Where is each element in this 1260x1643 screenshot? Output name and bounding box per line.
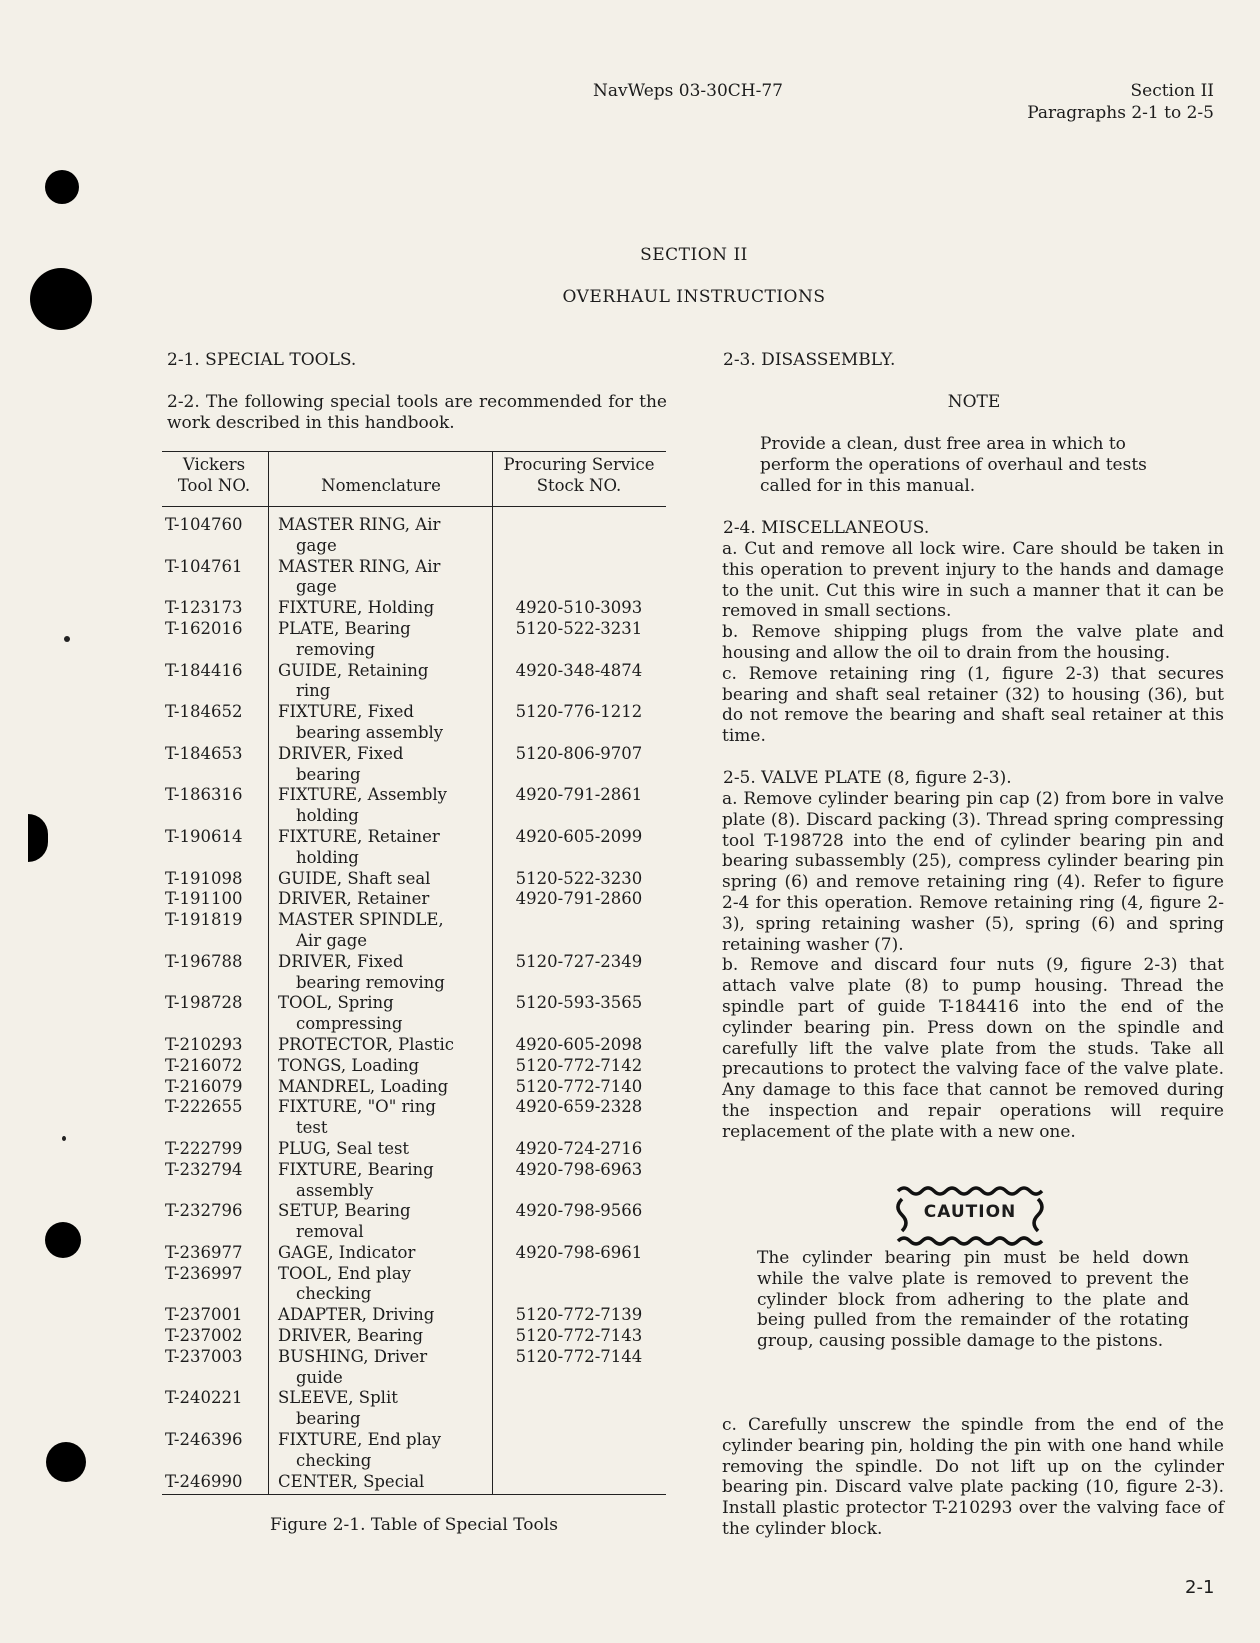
tool-nomenclature bbox=[270, 557, 492, 599]
nomenclature-continuation: assembly bbox=[296, 1180, 374, 1200]
heading-disassembly: 2-3. DISASSEMBLY. bbox=[723, 350, 896, 370]
tool-nomenclature bbox=[270, 1347, 492, 1389]
stock-number: 4920-348-4874 bbox=[515, 660, 643, 680]
tool-nomenclature bbox=[270, 869, 492, 890]
stock-number: 5120-772-7144 bbox=[515, 1346, 643, 1366]
tool-number: T-123173 bbox=[165, 598, 243, 618]
tool-nomenclature bbox=[270, 1097, 492, 1139]
nomenclature-line: GAGE, Indicator bbox=[278, 1242, 416, 1262]
stock-number: 5120-727-2349 bbox=[515, 951, 643, 971]
binder-hole-upper bbox=[30, 268, 92, 330]
tool-number: T-184653 bbox=[165, 743, 243, 763]
tool-nomenclature bbox=[270, 993, 492, 1035]
tool-nomenclature bbox=[270, 785, 492, 827]
nomenclature-line: GUIDE, Retaining bbox=[278, 660, 429, 680]
table-row bbox=[162, 1305, 666, 1326]
nomenclature-continuation: Air gage bbox=[296, 930, 368, 950]
tool-number: T-236977 bbox=[165, 1242, 243, 1262]
stock-number bbox=[492, 1264, 666, 1306]
nomenclature-line: FIXTURE, Assembly bbox=[278, 785, 448, 805]
table-row bbox=[162, 1243, 666, 1264]
table-row bbox=[162, 785, 666, 827]
tool-number: T-232794 bbox=[165, 1159, 243, 1179]
tool-number: T-162016 bbox=[165, 618, 243, 638]
table-bottom-rule bbox=[162, 1494, 666, 1495]
stock-number: 5120-806-9707 bbox=[515, 743, 643, 763]
tool-nomenclature bbox=[270, 1243, 492, 1264]
stock-number bbox=[492, 515, 666, 557]
tool-nomenclature bbox=[270, 619, 492, 661]
nomenclature-continuation: compressing bbox=[296, 1014, 403, 1034]
stock-number bbox=[492, 1472, 666, 1493]
table-row bbox=[162, 910, 666, 952]
stock-number: 5120-772-7140 bbox=[515, 1076, 643, 1096]
stock-number: 4920-798-6963 bbox=[515, 1159, 643, 1179]
stock-number: 4920-791-2860 bbox=[515, 889, 643, 909]
tool-number: T-237003 bbox=[165, 1346, 243, 1366]
nomenclature-line: DRIVER, Fixed bbox=[278, 743, 404, 763]
stock-number: 4920-791-2861 bbox=[515, 785, 643, 805]
table-row bbox=[162, 744, 666, 786]
caution-box bbox=[890, 1185, 1050, 1247]
tool-nomenclature bbox=[270, 744, 492, 786]
nomenclature-line: CENTER, Special bbox=[278, 1471, 425, 1491]
table-row bbox=[162, 1388, 666, 1430]
tool-nomenclature bbox=[270, 910, 492, 952]
table-row bbox=[162, 1201, 666, 1243]
table-row bbox=[162, 557, 666, 599]
margin-speck bbox=[64, 636, 70, 642]
stock-number bbox=[492, 1388, 666, 1430]
nomenclature-continuation: holding bbox=[296, 806, 359, 826]
stock-number bbox=[492, 910, 666, 952]
special-tools-table bbox=[162, 451, 666, 1501]
table-row bbox=[162, 1097, 666, 1139]
nomenclature-line: FIXTURE, Fixed bbox=[278, 702, 414, 722]
margin-speck bbox=[62, 1136, 66, 1141]
note-text: Provide a clean, dust free area in which to perform the operations of overhaul and tests called for in this manual. bbox=[760, 434, 1147, 496]
nomenclature-line: TOOL, End play bbox=[278, 1263, 411, 1283]
section-subtitle: OVERHAUL INSTRUCTIONS bbox=[562, 287, 826, 307]
heading-miscellaneous: 2-4. MISCELLANEOUS. bbox=[723, 518, 930, 538]
tool-number: T-190614 bbox=[165, 826, 243, 846]
para-2-5-a: a. Remove cylinder bearing pin cap (2) from bore in valve plate (8). Discard packing (3). Thread spring compressing tool T-198728 into the end of cylinder bearing pin and bearing subassembly (25), compress cylinder bearing pin spring (6) and remove retaining ring (4). Refer to figure 2-4 for this operation. Remove retaining ring (4, figure 2-3), spring retaining washer (5), spring (6) and spring retaining washer (7). bbox=[722, 789, 1224, 955]
tool-nomenclature bbox=[270, 1305, 492, 1326]
nomenclature-continuation: test bbox=[296, 1118, 328, 1138]
tool-nomenclature bbox=[270, 889, 492, 910]
para-2-5-c: c. Carefully unscrew the spindle from the end of the cylinder bearing pin, holding the pin with one hand while removing the spindle. Do not lift up on the cylinder bearing pin. Discard valve plate packing (10, figure 2-3). Install plastic protector T-210293 over the valving face of the cylinder block. bbox=[722, 1415, 1224, 1539]
heading-valve-plate: 2-5. VALVE PLATE (8, figure 2-3). bbox=[723, 768, 1012, 788]
table-body bbox=[162, 515, 666, 1492]
tool-nomenclature bbox=[270, 1035, 492, 1056]
table-row bbox=[162, 952, 666, 994]
tool-nomenclature bbox=[270, 1326, 492, 1347]
table-row bbox=[162, 1139, 666, 1160]
tool-number: T-222655 bbox=[165, 1097, 243, 1117]
tool-nomenclature bbox=[270, 598, 492, 619]
nomenclature-line: DRIVER, Bearing bbox=[278, 1326, 424, 1346]
tool-nomenclature bbox=[270, 1056, 492, 1077]
table-row bbox=[162, 1077, 666, 1098]
nomenclature-line: MANDREL, Loading bbox=[278, 1076, 449, 1096]
tool-nomenclature bbox=[270, 1264, 492, 1306]
table-row bbox=[162, 1472, 666, 1493]
table-row bbox=[162, 869, 666, 890]
table-top-rule bbox=[162, 451, 666, 452]
figure-caption: Figure 2-1. Table of Special Tools bbox=[270, 1515, 558, 1535]
tool-nomenclature bbox=[270, 1201, 492, 1243]
tool-number: T-237001 bbox=[165, 1305, 243, 1325]
stock-number: 4920-510-3093 bbox=[515, 598, 643, 618]
para-2-5 bbox=[722, 789, 1224, 1143]
nomenclature-line: PLUG, Seal test bbox=[278, 1138, 410, 1158]
stock-number: 4920-798-6961 bbox=[515, 1242, 643, 1262]
tool-nomenclature bbox=[270, 1472, 492, 1493]
stock-number: 5120-522-3230 bbox=[515, 868, 643, 888]
nomenclature-line: PROTECTOR, Plastic bbox=[278, 1034, 455, 1054]
nomenclature-line: GUIDE, Shaft seal bbox=[278, 868, 431, 888]
tool-nomenclature bbox=[270, 661, 492, 703]
nomenclature-line: SETUP, Bearing bbox=[278, 1201, 411, 1221]
note-label: NOTE bbox=[947, 392, 1001, 412]
tool-nomenclature bbox=[270, 702, 492, 744]
binder-hole-middle bbox=[28, 814, 48, 862]
heading-special-tools: 2-1. SPECIAL TOOLS. bbox=[167, 350, 357, 370]
nomenclature-line: PLATE, Bearing bbox=[278, 618, 411, 638]
table-row bbox=[162, 661, 666, 703]
caution-text: The cylinder bearing pin must be held down while the valve plate is removed to prevent the cylinder block from adhering to the plate and being pulled from the remainder of the rotating group, causing possible damage to the pistons. bbox=[757, 1248, 1189, 1352]
table-row bbox=[162, 889, 666, 910]
nomenclature-continuation: bearing bbox=[296, 764, 361, 784]
nomenclature-line: DRIVER, Retainer bbox=[278, 889, 430, 909]
nomenclature-line: SLEEVE, Split bbox=[278, 1388, 398, 1408]
stock-number: 5120-776-1212 bbox=[515, 702, 643, 722]
table-row bbox=[162, 1326, 666, 1347]
stock-number: 4920-605-2099 bbox=[515, 826, 643, 846]
tool-number: T-191098 bbox=[165, 868, 243, 888]
tool-nomenclature bbox=[270, 1430, 492, 1472]
tool-number: T-191819 bbox=[165, 910, 243, 930]
table-row bbox=[162, 993, 666, 1035]
tool-number: T-246396 bbox=[165, 1430, 243, 1450]
nomenclature-line: MASTER RING, Air bbox=[278, 515, 441, 534]
tool-number: T-210293 bbox=[165, 1034, 243, 1054]
nomenclature-line: ADAPTER, Driving bbox=[278, 1305, 435, 1325]
stock-number: 4920-605-2098 bbox=[515, 1034, 643, 1054]
stock-number: 5120-593-3565 bbox=[515, 993, 643, 1013]
tool-number: T-184416 bbox=[165, 660, 243, 680]
binder-hole-top bbox=[45, 170, 79, 204]
table-row bbox=[162, 598, 666, 619]
nomenclature-line: FIXTURE, Bearing bbox=[278, 1159, 434, 1179]
doc-number: NavWeps 03-30CH-77 bbox=[593, 81, 783, 101]
tool-number: T-216079 bbox=[165, 1076, 243, 1096]
nomenclature-continuation: bearing removing bbox=[296, 972, 445, 992]
tool-number: T-196788 bbox=[165, 951, 243, 971]
table-row bbox=[162, 619, 666, 661]
table-row bbox=[162, 1056, 666, 1077]
binder-hole-lower bbox=[45, 1222, 81, 1258]
nomenclature-continuation: removing bbox=[296, 639, 376, 659]
binder-hole-bottom bbox=[46, 1442, 86, 1482]
stock-number: 5120-772-7142 bbox=[515, 1055, 643, 1075]
tool-number: T-198728 bbox=[165, 993, 243, 1013]
col-header-tool: Vickers Tool NO. bbox=[177, 455, 251, 495]
tool-nomenclature bbox=[270, 1388, 492, 1430]
para-2-4-c: c. Remove retaining ring (1, figure 2-3) that secures bearing and shaft seal retainer (32) to housing (36), but do not remove the bearing and shaft seal retainer at this time. bbox=[722, 663, 1224, 747]
tool-number: T-236997 bbox=[165, 1263, 243, 1283]
table-row bbox=[162, 1160, 666, 1202]
tool-number: T-237002 bbox=[165, 1326, 243, 1346]
nomenclature-continuation: ring bbox=[296, 681, 331, 701]
nomenclature-line: TONGS, Loading bbox=[278, 1055, 420, 1075]
tool-nomenclature bbox=[270, 952, 492, 994]
tool-number: T-216072 bbox=[165, 1055, 243, 1075]
nomenclature-line: TOOL, Spring bbox=[278, 993, 394, 1013]
nomenclature-line: MASTER SPINDLE, bbox=[278, 910, 444, 930]
nomenclature-continuation: checking bbox=[296, 1284, 372, 1304]
stock-number: 5120-522-3231 bbox=[515, 618, 643, 638]
stock-number: 4920-659-2328 bbox=[515, 1097, 643, 1117]
nomenclature-line: FIXTURE, End play bbox=[278, 1430, 442, 1450]
nomenclature-continuation: removal bbox=[296, 1222, 364, 1242]
col-header-stock: Procuring Service Stock NO. bbox=[503, 455, 655, 495]
tool-number: T-222799 bbox=[165, 1138, 243, 1158]
section-label: Section II bbox=[1130, 81, 1214, 101]
stock-number: 4920-724-2716 bbox=[515, 1138, 643, 1158]
table-row bbox=[162, 702, 666, 744]
tool-nomenclature bbox=[270, 1160, 492, 1202]
table-row bbox=[162, 1347, 666, 1389]
stock-number: 5120-772-7139 bbox=[515, 1305, 643, 1325]
tool-nomenclature bbox=[270, 1077, 492, 1098]
nomenclature-line: FIXTURE, "O" ring bbox=[278, 1097, 436, 1117]
stock-number: 5120-772-7143 bbox=[515, 1326, 643, 1346]
para-2-4-a: a. Cut and remove all lock wire. Care should be taken in this operation to prevent injury to the hands and damage to the unit. Cut this wire in such a manner that it can be removed in small sections. bbox=[722, 539, 1224, 622]
table-row bbox=[162, 827, 666, 869]
nomenclature-continuation: bearing bbox=[296, 1409, 361, 1429]
table-row bbox=[162, 515, 666, 557]
nomenclature-line: BUSHING, Driver bbox=[278, 1346, 428, 1366]
stock-number: 4920-798-9566 bbox=[515, 1201, 643, 1221]
tool-nomenclature bbox=[270, 515, 492, 557]
table-row bbox=[162, 1035, 666, 1056]
tool-nomenclature bbox=[270, 827, 492, 869]
stock-number bbox=[492, 1430, 666, 1472]
tool-number: T-191100 bbox=[165, 889, 243, 909]
caution-label: CAUTION bbox=[923, 1202, 1017, 1222]
section-title: SECTION II bbox=[640, 245, 748, 265]
table-row bbox=[162, 1430, 666, 1472]
tool-number: T-240221 bbox=[165, 1388, 243, 1408]
tool-number: T-104761 bbox=[165, 556, 243, 576]
tool-number: T-104760 bbox=[165, 515, 243, 534]
nomenclature-line: DRIVER, Fixed bbox=[278, 951, 404, 971]
para-2-4-b: b. Remove shipping plugs from the valve plate and housing and allow the oil to drain from the housing. bbox=[722, 622, 1224, 663]
tool-number: T-184652 bbox=[165, 702, 243, 722]
tool-number: T-232796 bbox=[165, 1201, 243, 1221]
stock-number bbox=[492, 557, 666, 599]
nomenclature-continuation: checking bbox=[296, 1450, 372, 1470]
nomenclature-continuation: gage bbox=[296, 577, 337, 597]
para-2-5-b: b. Remove and discard four nuts (9, figure 2-3) that attach valve plate (8) to pump housing. Thread the spindle part of guide T-184416 into the end of the cylinder bearing pin. Press down on the spindle and carefully lift the valve plate from the studs. Take all precautions to protect the valving face of the valve plate. Any damage to this face that cannot be removed during the inspection and repair operations will require replacement of the plate with a new one. bbox=[722, 955, 1224, 1142]
page-number: 2-1 bbox=[1185, 1577, 1215, 1598]
col-header-nomenclature: Nomenclature bbox=[321, 476, 441, 495]
nomenclature-continuation: guide bbox=[296, 1367, 343, 1387]
paragraph-range: Paragraphs 2-1 to 2-5 bbox=[1027, 103, 1214, 123]
tool-number: T-246990 bbox=[165, 1471, 243, 1491]
nomenclature-continuation: bearing assembly bbox=[296, 722, 444, 742]
tool-number: T-186316 bbox=[165, 785, 243, 805]
nomenclature-continuation: gage bbox=[296, 535, 337, 555]
nomenclature-line: MASTER RING, Air bbox=[278, 556, 441, 576]
table-header-rule bbox=[162, 506, 666, 507]
nomenclature-line: FIXTURE, Holding bbox=[278, 598, 435, 618]
nomenclature-line: FIXTURE, Retainer bbox=[278, 826, 440, 846]
nomenclature-continuation: holding bbox=[296, 847, 359, 867]
para-2-2: 2-2. The following special tools are recommended for the work described in this handbook. bbox=[167, 392, 667, 433]
tool-nomenclature bbox=[270, 1139, 492, 1160]
para-2-4 bbox=[722, 539, 1224, 747]
table-row bbox=[162, 1264, 666, 1306]
